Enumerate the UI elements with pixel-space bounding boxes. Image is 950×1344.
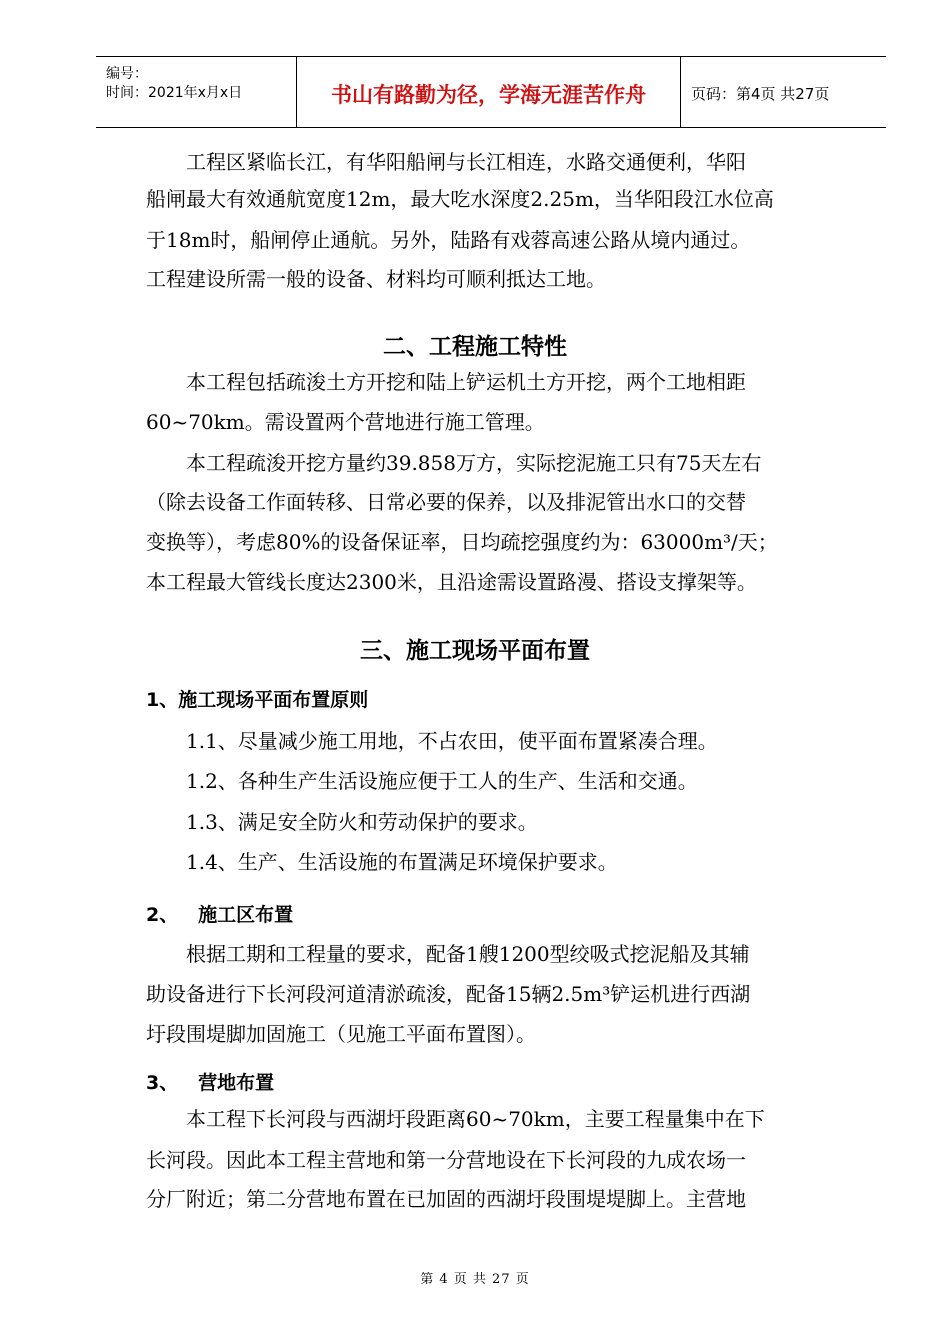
paragraph-line: 船闸最大有效通航宽度12m，最大吃水深度2.25m，当华阳段江水位高 xyxy=(146,187,774,211)
paragraph-line: 圩段围堤脚加固施工（见施工平面布置图）。 xyxy=(146,1022,536,1046)
paragraph-line: 本工程下长河段与西湖圩段距离60~70km，主要工程量集中在下 xyxy=(186,1107,765,1131)
paragraph-line: 本工程包括疏浚土方开挖和陆上铲运机土方开挖，两个工地相距 xyxy=(186,370,746,394)
paragraph-line: 本工程疏浚开挖方量约39.858万方，实际挖泥施工只有75天左右 xyxy=(186,451,762,475)
section-heading: 二、工程施工特性 xyxy=(383,334,567,360)
section-heading: 三、施工现场平面布置 xyxy=(360,638,590,664)
subsection-heading: 3、 营地布置 xyxy=(146,1072,275,1094)
paragraph-line: 根据工期和工程量的要求，配备1艘1200型绞吸式挖泥船及其辅 xyxy=(186,942,750,966)
list-item: 1.4、生产、生活设施的布置满足环境保护要求。 xyxy=(186,850,618,874)
paragraph-line: 长河段。因此本工程主营地和第一分营地设在下长河段的九成农场一 xyxy=(146,1148,746,1172)
paragraph-line: 工程建设所需一般的设备、材料均可顺利抵达工地。 xyxy=(146,267,606,291)
header-meta-cell xyxy=(96,57,297,127)
header-page-info: 页码：第4页 共27页 xyxy=(691,85,830,103)
paragraph-line: （除去设备工作面转移、日常必要的保养，以及排泥管出水口的交替 xyxy=(146,490,746,514)
paragraph-line: 本工程最大管线长度达2300米，且沿途需设置路漫、搭设支撑架等。 xyxy=(146,570,757,594)
paragraph-line: 分厂附近；第二分营地布置在已加固的西湖圩段围堤堤脚上。主营地 xyxy=(146,1187,746,1211)
page-header xyxy=(96,56,886,128)
list-item: 1.1、尽量减少施工用地，不占农田，使平面布置紧凑合理。 xyxy=(186,729,718,753)
subsection-heading: 1、施工现场平面布置原则 xyxy=(146,689,369,711)
doc-id-label: 编号： xyxy=(106,66,148,82)
header-page-cell xyxy=(681,57,886,127)
list-item: 1.3、满足安全防火和劳动保护的要求。 xyxy=(186,810,538,834)
page-footer: 第 4 页 共 27 页 xyxy=(420,1272,530,1287)
subsection-heading: 2、 施工区布置 xyxy=(146,904,294,926)
header-motto: 书山有路勤为径，学海无涯苦作舟 xyxy=(331,82,646,107)
list-item: 1.2、各种生产生活设施应便于工人的生产、生活和交通。 xyxy=(186,769,698,793)
header-motto-cell xyxy=(297,57,681,127)
paragraph-line: 于18m时，船闸停止通航。另外，陆路有戏蓉高速公路从境内通过。 xyxy=(146,228,751,252)
paragraph-line: 工程区紧临长江，有华阳船闸与长江相连，水路交通便利，华阳 xyxy=(186,150,746,174)
doc-time-label: 时间：2021年x月x日 xyxy=(106,85,243,101)
paragraph-line: 60~70km。需设置两个营地进行施工管理。 xyxy=(146,410,545,434)
paragraph-line: 助设备进行下长河段河道清淤疏浚，配备15辆2.5m³铲运机进行西湖 xyxy=(146,982,751,1006)
paragraph-line: 变换等），考虑80%的设备保证率，日均疏挖强度约为：63000m³/天； xyxy=(146,530,778,554)
